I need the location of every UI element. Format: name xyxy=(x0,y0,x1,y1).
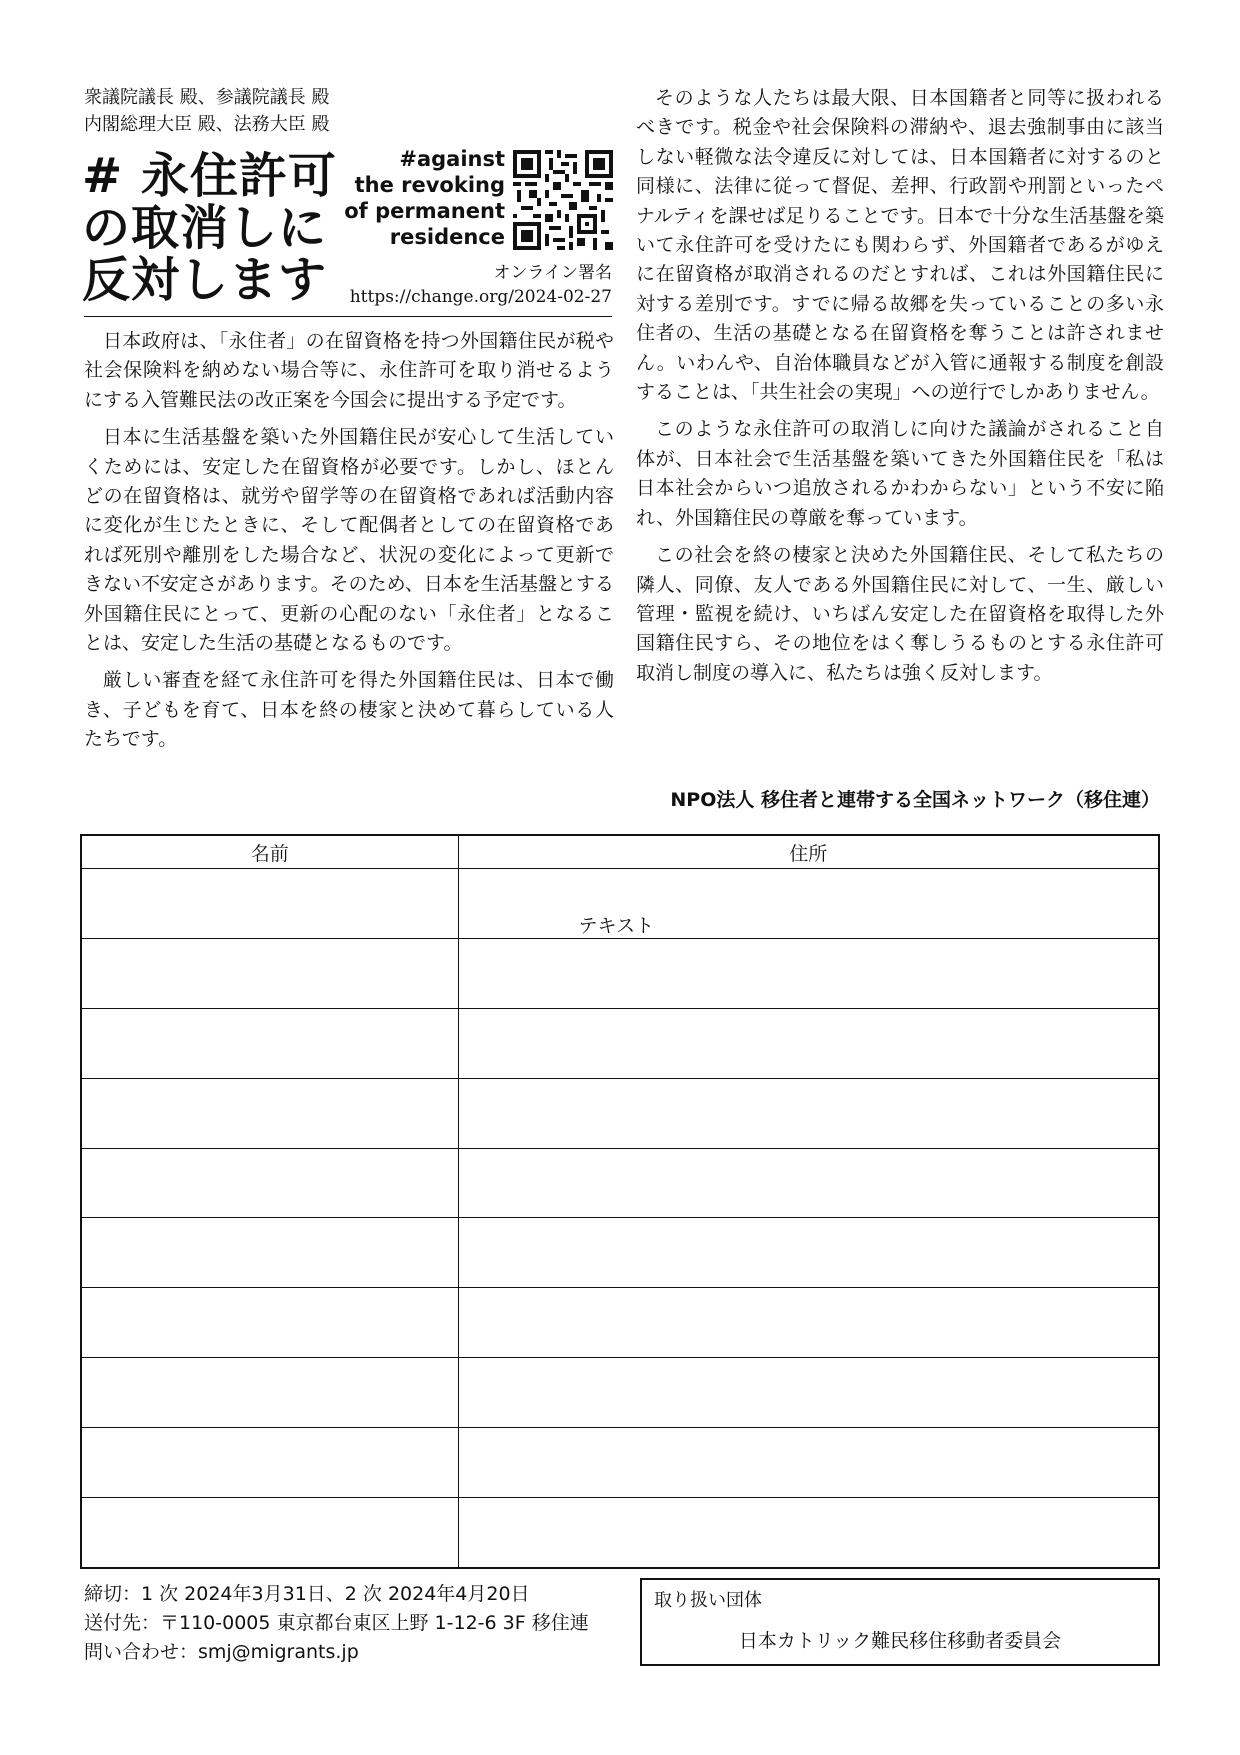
contact-text: 問い合わせ：smj@migrants.jp xyxy=(84,1641,359,1663)
table-row xyxy=(81,1218,1159,1288)
table-row xyxy=(81,1358,1159,1428)
name-cell[interactable] xyxy=(81,1288,458,1358)
addressee-block xyxy=(84,84,329,138)
body-paragraph: そのような人たちは最大限、日本国籍者と同等に扱われるべきです。税金や社会保険料の滞納や、退去強制事由に該当しない軽微な法令違反に対しては、日本国籍者に対するのと同様に、法律に従って督促、差押、行政罰や刑罰といったペナルティを課せば足りることです。日本で十分な生活基盤を築いて永住許可を受けたにも関わらず、外国籍者であるがゆえに在留資格が取消されるのだとすれば、これは外国籍住民に対する差別です。すでに帰る故郷を失っていることの多い永住者の、生活の基礎となる在留資格を奪うことは許されません。いわんや、自治体職員などが入管に通報する制度を創設することは、「共生社会の実現」への逆行でしかありません。 xyxy=(636,87,1165,404)
name-cell[interactable] xyxy=(81,938,458,1008)
signature-table xyxy=(80,834,1160,1569)
name-cell[interactable] xyxy=(81,1498,458,1568)
name-cell[interactable] xyxy=(81,869,458,939)
address-cell-text: テキスト xyxy=(578,915,655,937)
name-cell[interactable] xyxy=(81,1218,458,1288)
online-signature-url[interactable]: https://change.org/2024-02-27 xyxy=(349,287,612,307)
table-row xyxy=(81,869,1159,939)
table-row xyxy=(81,1078,1159,1148)
divider xyxy=(84,316,612,317)
hashtag-line: residence xyxy=(389,225,505,249)
table-header-row xyxy=(81,835,1159,869)
body-paragraph: 日本に生活基盤を築いた外国籍住民が安心して生活していくためには、安定した在留資格が必要です。しかし、ほとんどの在留資格は、就労や留学等の在留資格であれば活動内容に変化が生じたときに、そして配偶者としての在留資格であれば死別や離別をした場合など、状況の変化によって更新できない不安定さがあります。そのため、日本を生活基盤とする外国籍住民にとって、更新の心配のない「永住者」となることは、安定した生活の基礎となるものです。 xyxy=(84,426,614,655)
hashtag-line: the revoking xyxy=(354,173,505,197)
addressee-line: 内閣総理大臣 殿、法務大臣 殿 xyxy=(84,114,330,135)
address-cell[interactable] xyxy=(458,869,1159,939)
body-right-column xyxy=(636,84,1164,688)
page-title xyxy=(82,150,372,306)
table-row xyxy=(81,1008,1159,1078)
table-row xyxy=(81,938,1159,1008)
deadline-text: 締切：1 次 2024年3月31日、2 次 2024年4月20日 xyxy=(84,1583,530,1605)
column-header-name: 名前 xyxy=(81,835,458,869)
qr-code-icon[interactable] xyxy=(513,150,613,250)
address-cell[interactable] xyxy=(458,1428,1159,1498)
address-cell[interactable] xyxy=(458,1008,1159,1078)
online-signature-label: オンライン署名 xyxy=(493,263,612,283)
body-paragraph: この社会を終の棲家と決めた外国籍住民、そして私たちの隣人、同僚、友人である外国籍住民に対して、一生、厳しい管理・監視を続け、いちばん安定した在留資格を取得した外国籍住民すら、その地位をはく奪しうるものとする永住許可取消し制度の導入に、私たちは強く反対します。 xyxy=(636,544,1164,684)
address-cell[interactable] xyxy=(458,1358,1159,1428)
send-to-text: 送付先：〒110-0005 東京都台東区上野 1-12-6 3F 移住連 xyxy=(84,1612,589,1634)
address-cell[interactable] xyxy=(458,938,1159,1008)
title-line: 反対します xyxy=(82,252,328,308)
body-paragraph: このような永住許可の取消しに向けた議論がされること自体が、日本社会で生活基盤を築いてきた外国籍住民を「私は日本社会からいつ追放されるかわからない」という不安に陥れ、外国籍住民の尊厳を奪っています。 xyxy=(636,418,1164,529)
address-cell[interactable] xyxy=(458,1288,1159,1358)
name-cell[interactable] xyxy=(81,1358,458,1428)
footer-info xyxy=(84,1580,589,1667)
name-cell[interactable] xyxy=(81,1078,458,1148)
handler-box xyxy=(640,1578,1160,1666)
address-cell[interactable] xyxy=(458,1218,1159,1288)
address-cell[interactable] xyxy=(458,1498,1159,1568)
table-row xyxy=(81,1148,1159,1218)
table-row xyxy=(81,1288,1159,1358)
handler-name: 日本カトリック難民移住移動者委員会 xyxy=(738,1630,1062,1652)
hashtag-line: of permanent xyxy=(344,199,505,223)
handler-label: 取り扱い団体 xyxy=(654,1590,762,1611)
name-cell[interactable] xyxy=(81,1008,458,1078)
english-hashtag xyxy=(340,146,505,250)
title-line: の取消しに xyxy=(82,200,328,256)
organization-name: NPO法人 移住者と連帯する全国ネットワーク（移住連） xyxy=(670,789,1160,811)
body-paragraph: 厳しい審査を経て永住許可を得た外国籍住民は、日本で働き、子どもを育て、日本を終の棲家と決めて暮らしている人たちです。 xyxy=(84,669,614,751)
body-paragraph: 日本政府は、「永住者」の在留資格を持つ外国籍住民が税や社会保険料を納めない場合等に、永住許可を取り消せるようにする入管難民法の改正案を今国会に提出する予定です。 xyxy=(84,330,614,411)
body-left-column xyxy=(84,327,614,755)
addressee-line: 衆議院議長 殿、参議院議長 殿 xyxy=(84,87,330,108)
address-cell[interactable] xyxy=(458,1078,1159,1148)
address-cell[interactable] xyxy=(458,1148,1159,1218)
column-header-address: 住所 xyxy=(458,835,1159,869)
table-row xyxy=(81,1498,1159,1568)
hashtag-line: #against xyxy=(399,147,505,171)
name-cell[interactable] xyxy=(81,1428,458,1498)
table-row xyxy=(81,1428,1159,1498)
name-cell[interactable] xyxy=(81,1148,458,1218)
title-line: # 永住許可 xyxy=(82,148,337,204)
